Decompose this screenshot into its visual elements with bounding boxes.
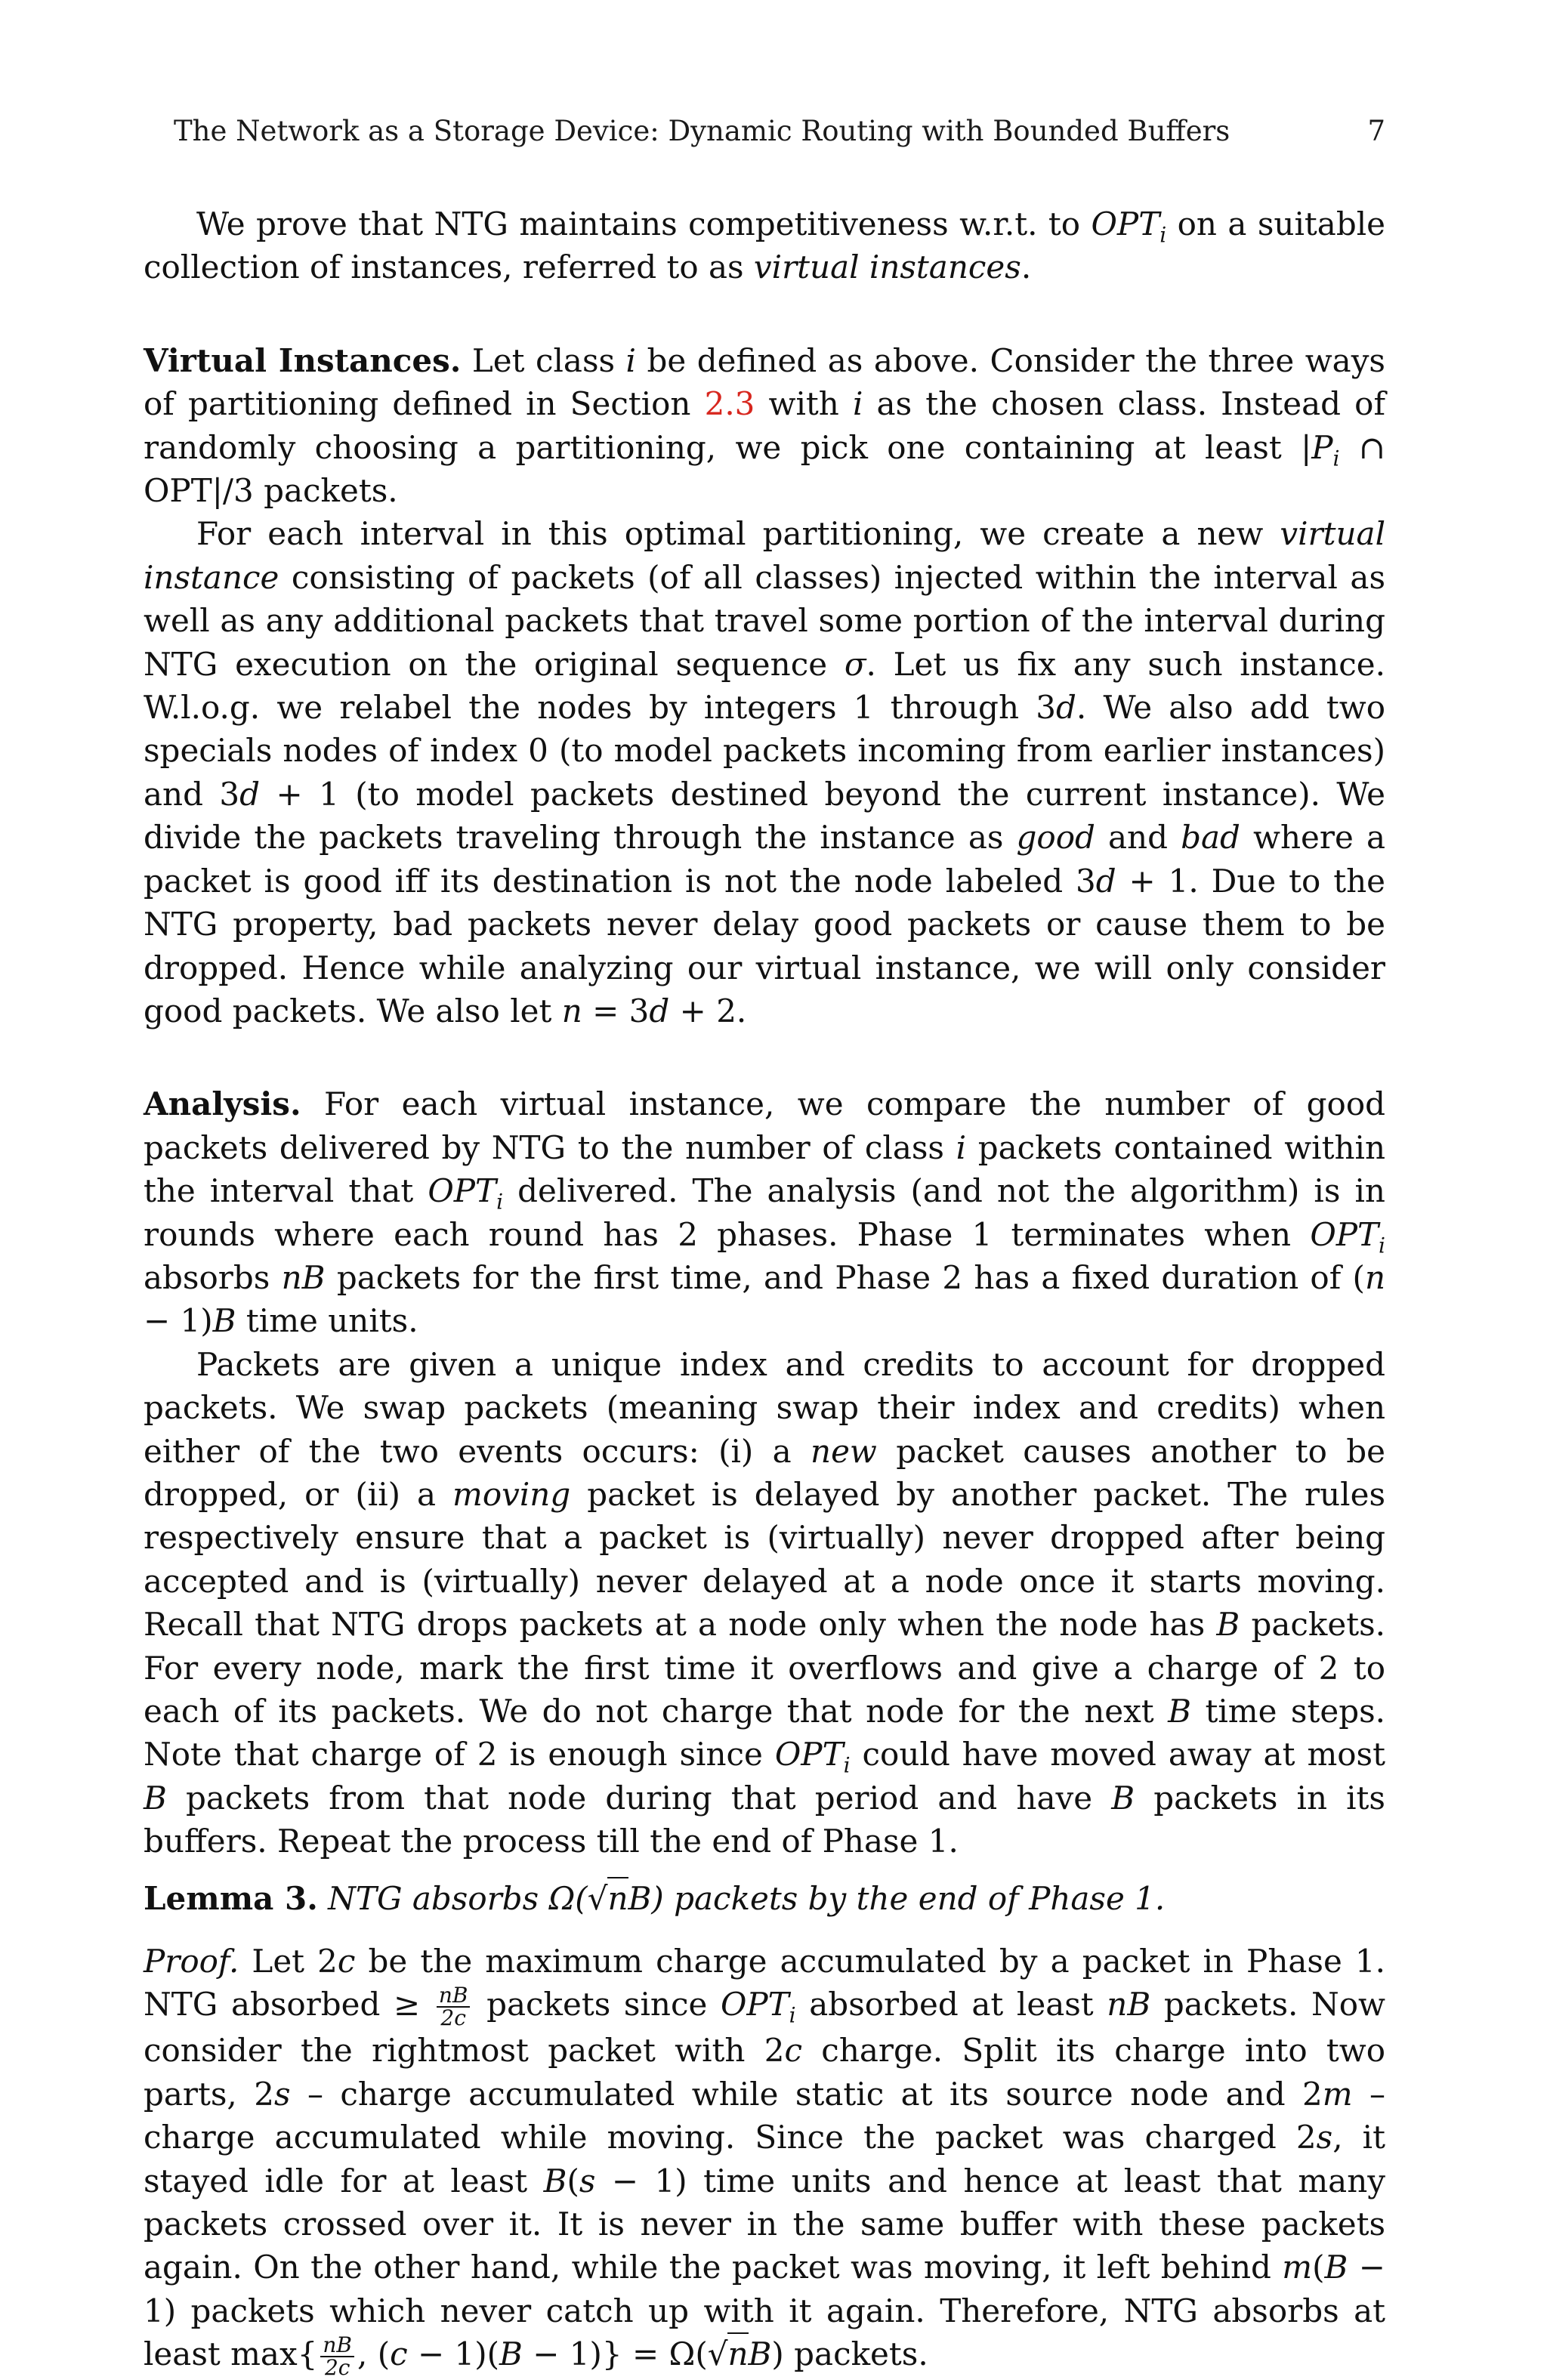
text-run: , it stayed idle for at least <box>144 2119 1385 2199</box>
math-var: B <box>1168 1693 1191 1730</box>
intro-text: We prove that NTG maintains competitiveness w.r.t. to <box>196 205 1092 242</box>
math-var: d <box>1095 862 1116 900</box>
text-run: packet causes another to be dropped, or (ii) a <box>144 1432 1385 1513</box>
math-var: s <box>1316 2119 1333 2156</box>
math-var: n <box>1364 1258 1385 1296</box>
math-var: B <box>1324 2249 1348 2286</box>
math-var: c <box>784 2032 802 2070</box>
running-head <box>174 113 1385 150</box>
math-var: σ <box>844 645 866 683</box>
intro-text: . <box>1021 248 1032 286</box>
text-run: Let class <box>461 341 626 379</box>
text-run: − 1) packets which never catch up with it again. Therefore, NTG absorbs at least max{ <box>144 2249 1385 2373</box>
text-run: + 1. Due to the NTG property, bad packets never delay good packets or cause them to be dropped. Hence while analyzing our virtual instance, we will only consider good packets. We also let <box>144 862 1385 1029</box>
math-var: i <box>852 385 863 423</box>
text-run: delivered. The analysis (and not the algorithm) is in rounds where each round has 2 phases. Phase 1 terminates when <box>144 1172 1385 1253</box>
sqrt-body: n <box>727 2332 748 2372</box>
opt-symbol: OPT <box>720 1986 789 2023</box>
fraction-numerator: nB <box>437 1985 471 2008</box>
text-run: packet is delayed by another packet. The rules respectively ensure that a packet is (virtually) never dropped after being accepted and is (virtually) never delayed at a node once it starts moving. Recall that NTG drops packets at a node only when the node has <box>144 1475 1386 1644</box>
math-var: s <box>579 2162 596 2199</box>
text-run: Let 2 <box>239 1943 338 1980</box>
virtual-instance-definition-paragraph <box>144 512 1385 1033</box>
text-run: absorbs <box>144 1258 282 1296</box>
math-var: d <box>649 992 670 1029</box>
text-run: . We also add two specials nodes of index 0 (to model packets incoming from earlier instances) and 3 <box>144 689 1385 813</box>
intro-text: on a suitable collection of instances, referred to as <box>144 205 1385 286</box>
text-run: − 1) time units and hence at least that many packets crossed over it. It is never in the same buffer with these packets again. On the other hand, while the packet was moving, it left behind <box>144 2162 1385 2286</box>
intro-paragraph <box>144 202 1385 289</box>
math-var: B <box>543 2162 567 2199</box>
opt-subscript: i <box>789 2002 796 2028</box>
text-run: packets contained within the interval that <box>144 1128 1385 1210</box>
swap-rules-paragraph <box>144 1343 1385 1863</box>
opt-subscript: i <box>496 1189 504 1215</box>
sqrt-symbol: √ <box>707 2335 728 2373</box>
text-run: charge. Split its charge into two parts, 2 <box>144 2032 1386 2113</box>
moving-term: moving <box>452 1475 571 1513</box>
text-run: Packets are given a unique index and credits to account for dropped packets. We swap packets (meaning swap their index and credits) when either of the two events occurs: (i) a <box>144 1345 1385 1470</box>
body-text <box>144 202 1385 2378</box>
math-var: m <box>1282 2249 1313 2286</box>
text-run: and <box>1095 819 1181 857</box>
virtual-instances-heading: Virtual Instances. <box>144 341 462 379</box>
opt-subscript: i <box>1159 222 1167 248</box>
section-reference-link[interactable]: 2.3 <box>704 385 755 423</box>
text-run: as the chosen class. Instead of randomly choosing a partitioning, we pick one containing at least | <box>144 385 1385 466</box>
text-run: time units. <box>236 1302 418 1340</box>
text-run: with <box>755 385 853 423</box>
text-run: packets since <box>473 1986 721 2023</box>
text-run: – charge accumulated while moving. Since the packet was charged 2 <box>144 2075 1385 2156</box>
math-var: B <box>144 1779 167 1817</box>
text-run: + 2. <box>669 992 747 1029</box>
lemma-text: NTG absorbs Ω( <box>317 1879 588 1917</box>
opt-symbol: OPT <box>1091 205 1160 242</box>
lemma-3 <box>144 1877 1385 1920</box>
sqrt-body: n <box>607 1877 628 1917</box>
math-var: n <box>561 992 582 1029</box>
fraction-denominator: 2c <box>324 2355 350 2380</box>
fraction-nB-over-2c <box>320 2332 354 2380</box>
lemma-text: B) packets by the end of Phase 1. <box>628 1879 1166 1917</box>
opt-subscript: i <box>843 1752 851 1778</box>
text-run: − 1)( <box>407 2335 500 2373</box>
text-run: ( <box>567 2162 579 2199</box>
good-term: good <box>1016 819 1095 857</box>
virtual-instance-term: virtual instance <box>144 515 1385 596</box>
text-run: packets in its buffers. Repeat the process till the end of Phase 1. <box>144 1779 1385 1860</box>
math-var: P <box>1311 428 1333 466</box>
virtual-instances-term: virtual instances <box>753 248 1021 286</box>
text-run: ∩ OPT|/3 packets. <box>144 428 1385 510</box>
text-run: packets. For every node, mark the first time it overflows and give a charge of 2 to each of its packets. We do not charge that node for the next <box>144 1606 1385 1730</box>
page-number: 7 <box>1367 115 1385 147</box>
math-var: nB <box>1107 1986 1151 2023</box>
text-run: For each interval in this optimal partitioning, we create a new <box>196 515 1280 553</box>
math-var: B <box>499 2335 523 2373</box>
math-var: i <box>625 341 636 379</box>
text-run: where a packet is good iff its destination is not the node labeled 3 <box>144 819 1385 900</box>
math-var: B <box>748 2335 772 2373</box>
analysis-heading: Analysis. <box>144 1085 301 1123</box>
opt-symbol: OPT <box>428 1172 497 1210</box>
math-var: B <box>212 1302 236 1340</box>
text-run: packets. Now consider the rightmost packet with 2 <box>144 1986 1385 2070</box>
math-var: nB <box>281 1258 326 1296</box>
text-run: could have moved away at most <box>850 1736 1385 1773</box>
opt-symbol: OPT <box>1310 1215 1379 1253</box>
text-run: be the maximum charge accumulated by a packet in Phase 1. NTG absorbed ≥ <box>144 1943 1386 2023</box>
text-run: packets for the first time, and Phase 2 has a fixed duration of ( <box>325 1258 1365 1296</box>
text-run: = 3 <box>582 992 650 1029</box>
bad-term: bad <box>1181 819 1240 857</box>
text-run: − 1)} = Ω( <box>522 2335 708 2373</box>
math-var: d <box>1055 689 1076 727</box>
text-run: − 1) <box>144 1302 213 1340</box>
fraction-denominator: 2c <box>440 2005 466 2031</box>
math-var: B <box>1111 1779 1135 1817</box>
text-run: packets from that node during that period and have <box>166 1779 1112 1817</box>
new-term: new <box>811 1432 877 1470</box>
text-run: absorbed at least <box>795 1986 1107 2023</box>
math-subscript: i <box>1332 446 1340 471</box>
virtual-instances-paragraph <box>144 339 1385 513</box>
math-var: m <box>1322 2075 1353 2113</box>
text-run: be defined as above. Consider the three ways of partitioning defined in Section <box>144 341 1385 423</box>
text-run: . Let us fix any such instance. W.l.o.g. we relabel the nodes by integers 1 through 3 <box>144 645 1386 727</box>
math-var: s <box>273 2075 291 2113</box>
text-run: + 1 (to model packets destined beyond the current instance). We divide the packets traveling through the instance as <box>144 775 1385 857</box>
text-run: time steps. Note that charge of 2 is enough since <box>144 1693 1385 1773</box>
running-title: The Network as a Storage Device: Dynamic Routing with Bounded Buffers <box>174 115 1230 147</box>
math-var: B <box>1216 1606 1240 1644</box>
fraction-numerator: nB <box>320 2335 354 2357</box>
math-var: c <box>390 2335 408 2373</box>
text-run: consisting of packets (of all classes) injected within the interval as well as any additional packets that travel some portion of the interval during NTG execution on the original sequence <box>144 558 1385 683</box>
proof-label: Proof. <box>144 1943 239 1980</box>
text-run: – charge accumulated while static at its source node and 2 <box>290 2075 1323 2113</box>
text-run: For each virtual instance, we compare the number of good packets delivered by NTG to the number of class <box>144 1085 1385 1166</box>
analysis-paragraph <box>144 1082 1385 1342</box>
lemma-label: Lemma 3. <box>144 1879 318 1917</box>
math-var: c <box>337 1943 356 1980</box>
opt-symbol: OPT <box>774 1736 844 1773</box>
fraction-nB-over-2c <box>437 1985 471 2029</box>
opt-subscript: i <box>1379 1232 1385 1258</box>
proof-paragraph <box>144 1940 1385 2378</box>
sqrt-symbol: √ <box>587 1879 608 1917</box>
math-var: d <box>239 775 261 813</box>
math-var: i <box>956 1128 967 1166</box>
text-run: ( <box>1312 2249 1325 2286</box>
text-run: , ( <box>357 2335 391 2373</box>
text-run: ) packets. <box>771 2335 928 2373</box>
